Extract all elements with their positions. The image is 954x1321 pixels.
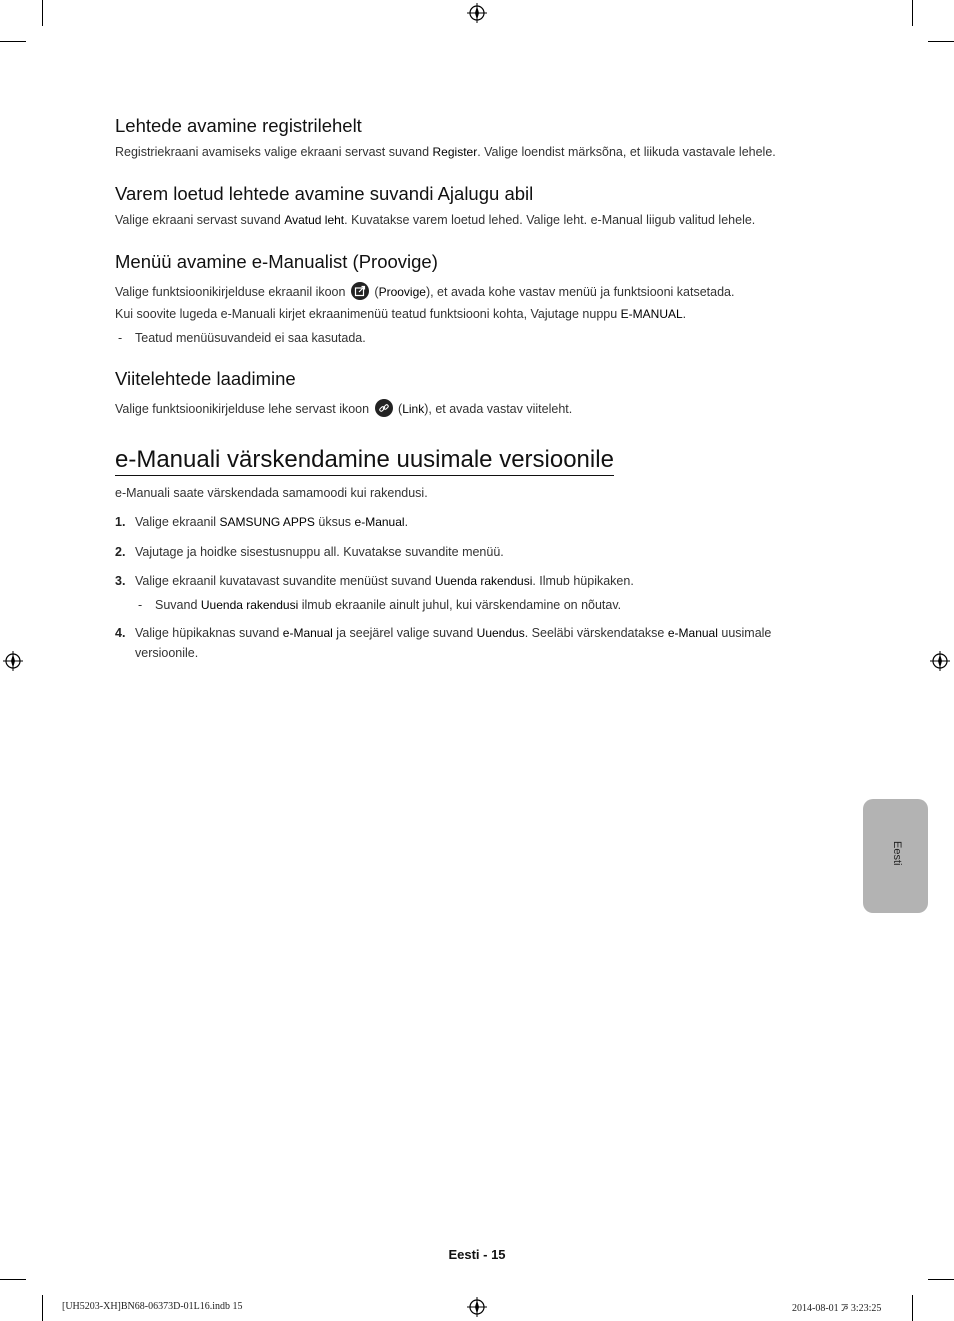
text: Vajutage ja hoidke sisestusnuppu all. Kuvatakse suvandite menüü. [135,545,504,559]
text: Valige ekraanil [135,515,220,529]
list-item-continuation: versioonile. [135,646,199,660]
text: Valige funktsioonikirjelduse lehe servast ikoon [115,402,373,416]
crop-mark [912,0,913,26]
registration-mark-icon [3,651,23,671]
text: uusimale [717,626,772,640]
text: üksus [314,515,355,529]
text: Suvand [155,598,201,612]
menu-term: SAMSUNG APPS [219,515,315,529]
text: . [682,307,687,321]
text: . Seeläbi värskendatakse [524,626,668,640]
text: . Valige loendist märksõna, et liikuda vastavale lehele. [477,145,776,159]
section-text [115,145,776,159]
menu-term: Avatud leht [284,213,345,227]
crop-mark [42,0,43,26]
text: ja seejärel valige suvand [332,626,477,640]
section-text [115,399,572,417]
text: ), et avada kohe vastav menüü ja funktsiooni katsetada. [425,285,735,299]
page-number: Eesti - 15 [448,1247,506,1262]
section-text [115,213,755,227]
section-text [115,282,734,300]
registration-mark-icon [467,3,487,23]
text: ( [370,285,379,299]
crop-mark [42,1295,43,1321]
crop-mark [0,1279,26,1280]
note-text [155,598,621,612]
step-number: 2. [115,545,126,559]
text: . Ilmub hüpikaken. [532,574,634,588]
text: Kui soovite lugeda e-Manuali kirjet ekraanimenüü teatud funktsiooni kohta, Vajutage nuppu [115,307,621,321]
link-icon [375,399,393,417]
text: ilmub ekraanile ainult juhul, kui värskendamine on nõutav. [298,598,622,612]
crop-mark [0,41,26,42]
crop-mark [912,1295,913,1321]
step-number: 1. [115,515,126,529]
intro-text: e-Manuali saate värskendada samamoodi kui rakendusi. [115,486,428,500]
list-item [115,515,408,529]
text: . Kuvatakse varem loetud lehed. Valige leht. e-Manual liigub valitud lehele. [344,213,756,227]
registration-mark-icon [467,1297,487,1317]
section-heading: Lehtede avamine registrilehelt [115,115,362,136]
note-dash: - [118,331,123,345]
section-heading: Varem loetud lehtede avamine suvandi Ajalugu abil [115,183,534,204]
text: Valige ekraani servast suvand [115,213,285,227]
text: ), et avada vastav viiteleht. [424,402,573,416]
menu-term: Uuendus [476,626,525,640]
menu-term: e-Manual [354,515,405,529]
menu-term: Link [402,402,425,416]
list-item [115,626,771,640]
button-term: E-MANUAL [620,307,683,321]
language-tab [863,799,928,913]
note-dash: - [138,598,143,612]
menu-term: Uuenda rakendusi [434,574,533,588]
text: Valige funktsioonikirjelduse ekraanil ikoon [115,285,349,299]
section-heading: Viitelehtede laadimine [115,368,296,389]
section-text [115,307,686,321]
registration-mark-icon [930,651,950,671]
print-date-info: 2014-08-01 ꯍ 3:23:25 [792,1303,882,1314]
text: . [404,515,409,529]
text: Valige hüpikaknas suvand [135,626,283,640]
step-number: 4. [115,626,126,640]
text: Valige ekraanil kuvatavast suvandite menüüst suvand [135,574,435,588]
crop-mark [928,1279,954,1280]
try-it-icon [351,282,369,300]
menu-term: e-Manual [282,626,333,640]
text: Registriekraani avamiseks valige ekraani servast suvand [115,145,433,159]
menu-term: Register [432,145,478,159]
note-text: Teatud menüüsuvandeid ei saa kasutada. [135,331,366,345]
section-heading: Menüü avamine e-Manualist (Proovige) [115,251,438,272]
print-file-info: [UH5203-XH]BN68-06373D-01L16.indb 15 [62,1301,243,1312]
language-tab-label: Eesti [891,841,903,866]
step-number: 3. [115,574,126,588]
list-item [115,545,504,559]
crop-mark [928,41,954,42]
menu-term: e-Manual [667,626,718,640]
page-title: e-Manuali värskendamine uusimale versioonile [115,446,614,476]
list-item [115,574,634,588]
text: ( [394,402,403,416]
menu-term: Proovige [378,285,426,299]
menu-term: Uuenda rakendusi [200,598,299,612]
